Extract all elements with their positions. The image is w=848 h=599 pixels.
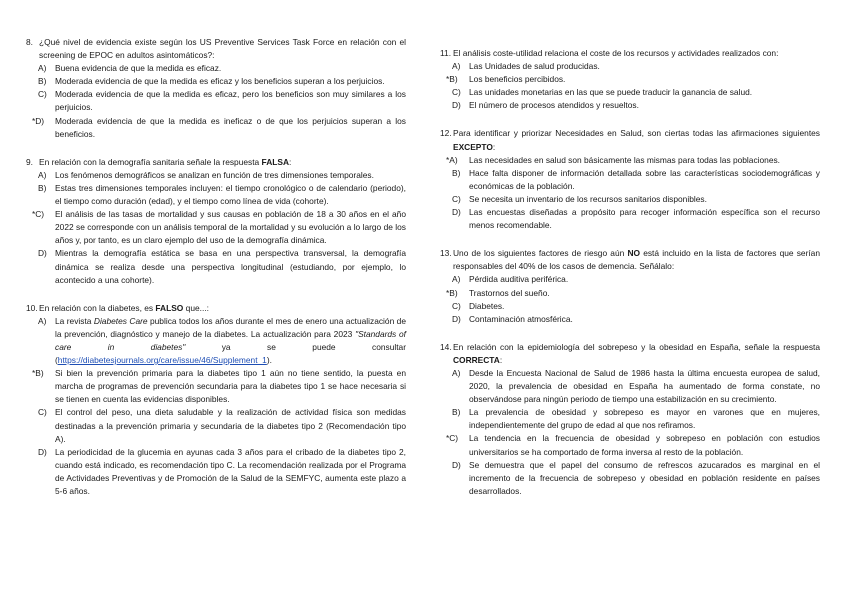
question-8 [26,36,406,141]
option-letter: D) [38,248,47,259]
option-text: Diabetes. [469,300,505,311]
option-text: Se demuestra que el papel del consumo de refrescos azucarados es marginal en el incremento de la frecuencia de sobrepeso y obesidad en población residente en países desarrollados. [469,459,820,496]
question-text-end: : [499,354,503,365]
option-letter: D) [38,446,47,457]
question-text-end: que...: [183,302,209,313]
question-text-end: está incluido en la lista de factores que serían responsables del 40% de los casos de demencia. Señálalo: [453,248,820,272]
option-text-cont: publica todos los años durante el mes de enero una actualización de la prevención, diagnóstico y manejo de la diabetes. La actualización para 2023 [55,315,406,339]
question-text: En relación con la diabetes, es [39,302,156,313]
option-a [26,169,406,182]
option-d-correct [26,115,406,141]
question-keyword: FALSA [261,156,289,167]
option-letter: *A) [446,154,458,165]
option-a [26,315,406,367]
options-list [26,62,406,141]
option-a-correct [440,154,820,167]
option-letter: C) [452,300,461,311]
question-stem [26,302,406,315]
option-letter: D) [452,313,461,324]
question-stem [440,127,820,153]
question-text: En relación con la demografía sanitaria señale la respuesta [39,156,262,167]
options-list [440,367,820,498]
option-text: La periodicidad de la glucemia en ayunas cada 3 años para el cribado de la diabetes tipo 2, cuando está indicado, es recomendación tipo C. La recomendación realizada por el Programa de Actividades Preventivas y de Promoción de la Salud de la SEMFYC, aumenta este plazo a 5-6 años. [55,446,406,496]
option-text: El análisis de las tasas de mortalidad y sus causas en población de 18 a 30 años en el año 2022 se corresponde con un análisis temporal de la mortalidad y su evolución a lo largo de los años y, por tanto, es un claro ejemplo del uso de la demografía dinámica. [55,209,406,246]
option-c [440,86,820,99]
option-text: El número de procesos atendidos y resueltos. [469,100,639,111]
question-keyword: FALSO [155,302,184,313]
standards-title: "Standards of care in diabetes" [55,328,407,352]
option-letter: A) [38,315,47,326]
option-text: Mientras la demografía estática se basa en una perspectiva transversal, la demografía dinámica se realiza desde una perspectiva longitudinal (estudiando, por ejemplo, lo acontecido a una cohorte). [55,248,406,285]
option-b-correct [26,367,406,406]
option-letter: D) [452,100,461,111]
option-text-end: ). [266,355,272,366]
option-text: Hace falta disponer de información detallada sobre las características sociodemográficas y económicas de la población. [469,167,820,191]
option-letter: A) [452,274,461,285]
question-number: 10. [26,302,38,313]
option-letter: C) [452,87,461,98]
option-letter: *C) [446,433,459,444]
question-10 [26,302,406,498]
option-text: Moderada evidencia de que la medida es eficaz y los beneficios superan a los perjuicios. [55,76,385,87]
question-number: 13. [440,248,452,259]
option-text: El control del peso, una dieta saludable y la realización de actividad física son medidas destinadas a la prevención primaria y secundaria de la diabetes tipo 2 (Recomendación tipo A). [55,407,406,444]
option-a [440,273,820,286]
right-column [440,47,820,513]
question-stem [440,47,820,60]
option-letter: B) [452,167,461,178]
option-b [440,406,820,432]
question-number: 8. [26,37,33,47]
option-text: Moderada evidencia de que la medida es ineficaz o de que los perjuicios superan a los beneficios. [55,115,406,139]
option-text: Las Unidades de salud producidas. [469,61,600,72]
question-text: El análisis coste-utilidad relaciona el coste de los recursos y actividades realizados con: [453,48,779,58]
left-column [26,36,406,513]
option-letter: *D) [32,115,45,126]
option-b-correct [440,287,820,300]
option-letter: B) [38,182,47,193]
option-letter: A) [38,63,47,74]
journal-name: Diabetes Care [93,315,148,326]
option-b-correct [440,73,820,86]
option-a [440,60,820,73]
option-letter: *C) [32,209,45,220]
question-text: En relación con la epidemiología del sobrepeso y la obesidad en España, señale la respuesta [453,341,820,352]
option-c-correct [440,432,820,458]
option-text: Estas tres dimensiones temporales incluyen: el tiempo cronológico o de calendario (periodo), el tiempo como duración (edad), y el tiempo como línea de vida (cohorte). [55,182,406,207]
options-list [26,169,406,287]
question-text-end: : [289,156,292,167]
option-b [440,167,820,193]
question-stem [26,36,406,62]
option-letter: *B) [446,74,458,85]
option-text: Moderada evidencia de que la medida es eficaz, pero los beneficios son muy similares a los perjuicios. [55,89,406,113]
option-text: Si bien la prevención primaria para la diabetes tipo 1 aún no tiene sentido, la puesta en marcha de programas de prevención secundaria para la diabetes tipo 1 se hace necesaria si se tienen en cuenta las evidencias disponibles. [55,368,406,405]
option-letter: B) [38,76,47,87]
question-stem [440,341,820,367]
option-letter: A) [452,61,461,72]
supplement-link[interactable]: https://diabetesjournals.org/care/issue/46/Supplement_1 [57,355,267,366]
option-d [440,206,820,232]
option-a [440,367,820,406]
option-text-cont: ya se puede consultar ( [55,341,406,366]
question-12 [440,127,820,232]
option-text: Pérdida auditiva periférica. [469,274,569,285]
option-letter: *B) [32,368,44,379]
question-9 [26,156,406,287]
question-keyword: CORRECTA [453,354,500,365]
question-number: 14. [440,341,452,352]
question-number: 9. [26,156,33,167]
option-text: Las necesidades en salud son básicamente las mismas para todas las poblaciones. [469,154,780,165]
option-letter: D) [452,207,461,218]
question-keyword: NO [627,248,641,259]
option-text: Las encuestas diseñadas a propósito para recoger información específica son el recurso menos recomendable. [469,207,820,231]
option-text: Desde la Encuesta Nacional de Salud de 1986 hasta la última encuesta europea de salud, 2020, la prevalencia de obesidad en España ha aumentado de forma constate, no observándose para ningún periodo de tiempo una estabilización en su crecimiento. [469,367,820,405]
question-13 [440,247,820,326]
option-b [26,182,406,208]
question-text: ¿Qué nivel de evidencia existe según los US Preventive Services Task Force en relación con el screening de EPOC en adultos asintomáticos?: [39,37,406,61]
option-text: Los fenómenos demográficos se analizan en función de tres dimensiones temporales. [55,169,374,180]
option-a [26,62,406,75]
option-letter: C) [452,193,461,204]
option-text: Trastornos del sueño. [469,287,550,298]
option-d [26,446,406,498]
option-text: La prevalencia de obesidad y sobrepeso es mayor en varones que en mujeres, independientemente del grupo de edad al que nos refiramos. [469,407,820,431]
option-b [26,75,406,88]
option-letter: A) [452,367,461,378]
options-list [440,154,820,233]
option-text: Se necesita un inventario de los recursos sanitarios disponibles. [469,193,707,204]
option-c [440,300,820,313]
option-letter: A) [38,169,47,180]
question-number: 12. [440,128,452,139]
option-text: Las unidades monetarias en las que se puede traducir la ganancia de salud. [469,87,753,98]
options-list [26,315,406,498]
option-text: Buena evidencia de que la medida es eficaz. [55,63,222,74]
question-14 [440,341,820,498]
option-text: La tendencia en la frecuencia de obesidad y sobrepeso en población con estudios universitarios se ha comportado de forma inversa al resto de la población. [469,433,820,457]
options-list [440,273,820,325]
options-list [440,60,820,112]
option-d [440,99,820,112]
option-letter: D) [452,459,461,470]
question-stem [440,247,820,273]
option-c [26,88,406,114]
option-c [440,193,820,206]
option-letter: *B) [446,287,458,298]
question-11 [440,47,820,112]
option-letter: C) [38,407,47,418]
question-text-end: : [492,141,496,152]
option-c-correct [26,208,406,247]
option-d [26,247,406,286]
question-keyword: EXCEPTO [453,141,493,152]
question-stem [26,156,406,169]
option-text: La revista [55,315,94,326]
option-text: Contaminación atmosférica. [469,313,573,324]
question-text: Para identificar y priorizar Necesidades en Salud, son ciertas todas las afirmaciones siguientes [453,128,820,139]
option-d [440,313,820,326]
option-d [440,459,820,498]
question-text: Uno de los siguientes factores de riesgo aún [453,248,628,259]
option-letter: C) [38,89,47,100]
option-text: Los beneficios percibidos. [469,74,566,85]
option-c [26,406,406,445]
option-letter: B) [452,407,461,418]
question-number: 11. [440,48,452,58]
